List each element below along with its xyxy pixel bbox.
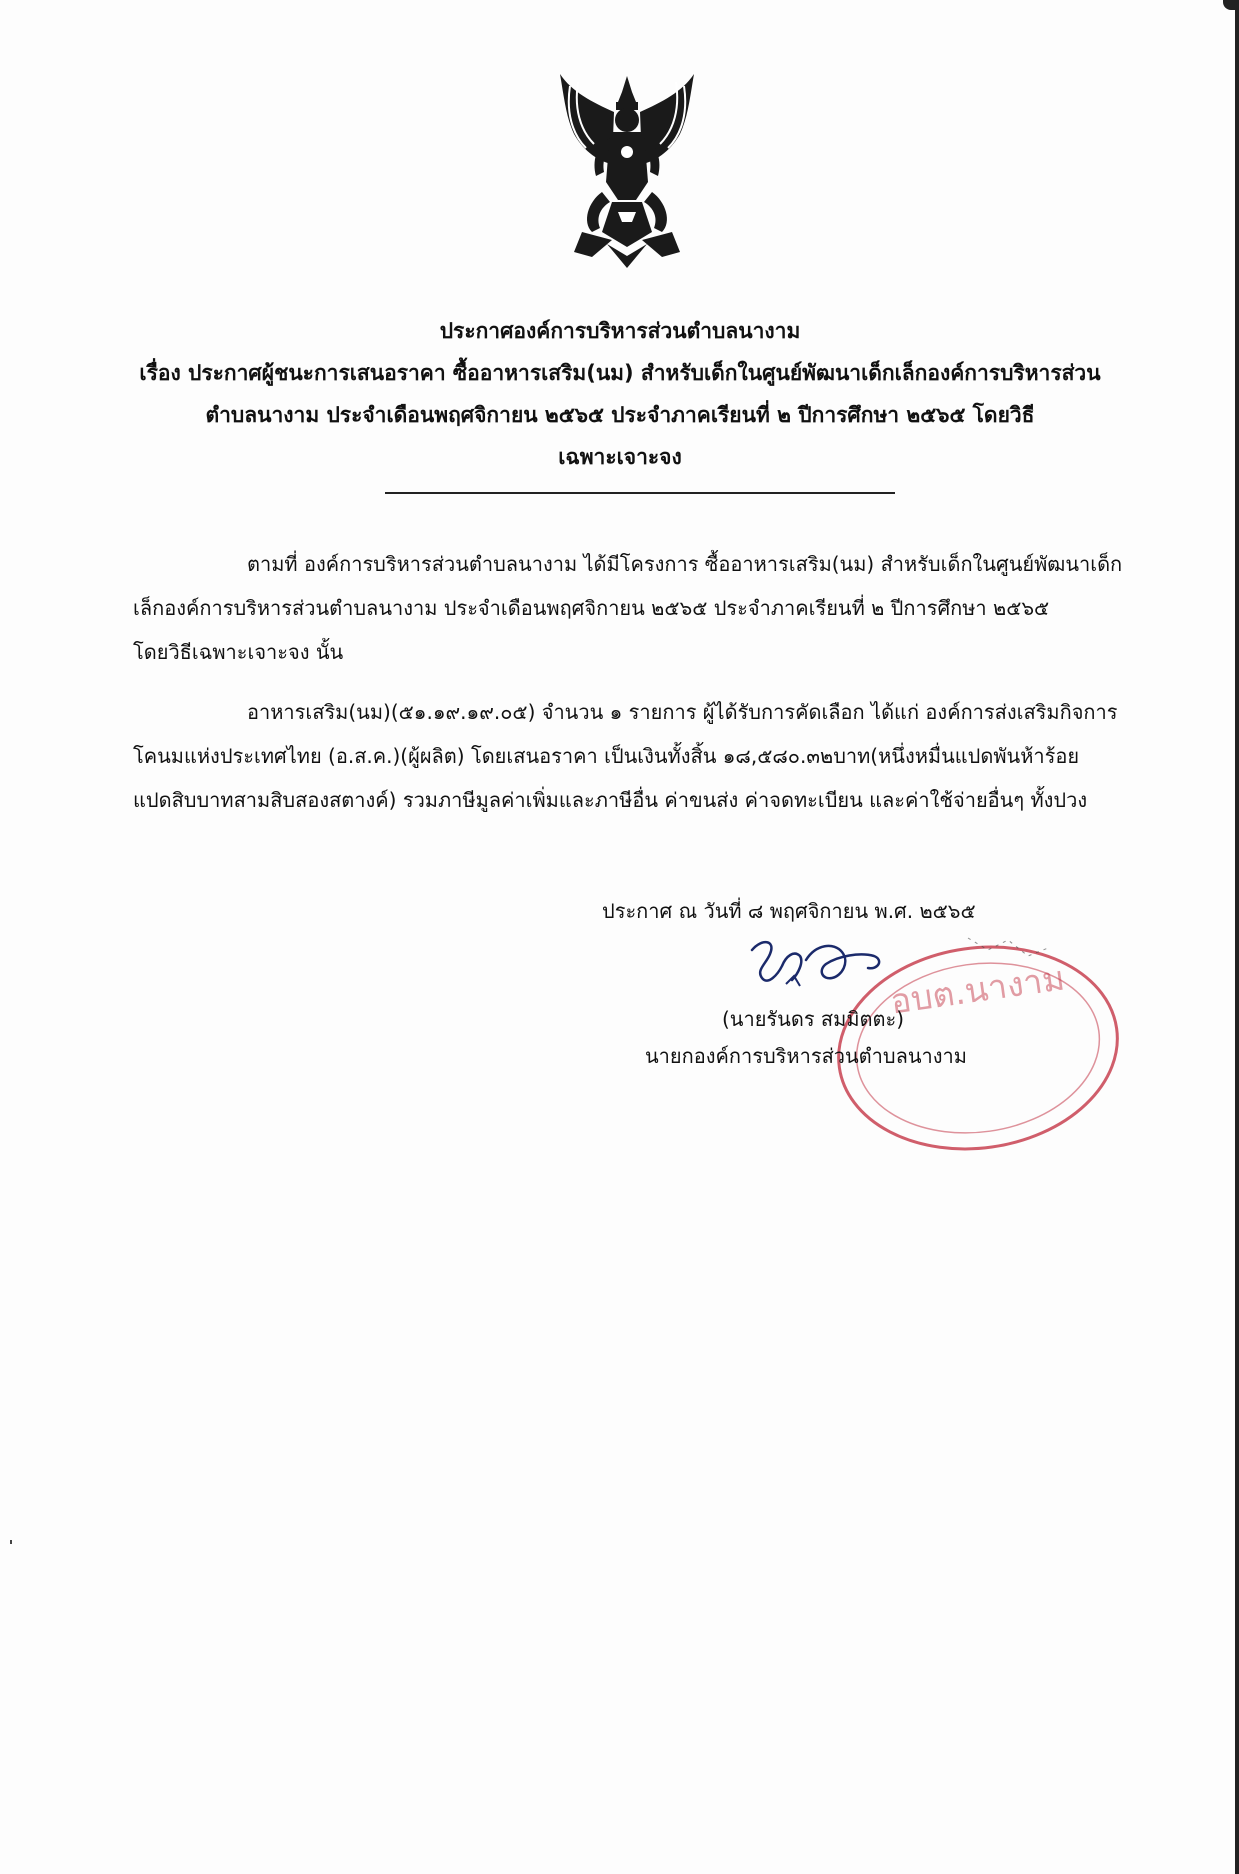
paragraph-2-line-3: แปดสิบบาทสามสิบสองสตางค์) รวมภาษีมูลค่าเพิ่มและภาษีอื่น ค่าขนส่ง ค่าจดทะเบียน และค่าใช้จ่ายอื่นๆ ทั้งปวง: [133, 788, 1088, 812]
signatory-name: (นายรันดร สมมิตตะ): [722, 1007, 905, 1031]
subject-line-3: เฉพาะเจาะจง: [558, 445, 682, 469]
paragraph-1-line-3: โดยวิธีเฉพาะเจาะจง นั้น: [133, 640, 344, 664]
subject-line-2: ตำบลนางาม ประจำเดือนพฤศจิกายน ๒๕๖๕ ประจำภาคเรียนที่ ๒ ปีการศึกษา ๒๕๖๕ โดยวิธี: [205, 403, 1035, 427]
scan-edge: [1235, 0, 1239, 1874]
announcement-date: ประกาศ ณ วันที่ ๘ พฤศจิกายน พ.ศ. ๒๕๖๕: [602, 899, 976, 923]
svg-text:อบต.นางาม: อบต.นางาม: [888, 958, 1068, 1023]
paragraph-1-line-1: ตามที่ องค์การบริหารส่วนตำบลนางาม ได้มีโครงการ ซื้ออาหารเสริม(นม) สำหรับเด็กในศูนย์พัฒนาเด็ก: [247, 552, 1123, 576]
signatory-position: นายกองค์การบริหารส่วนตำบลนางาม: [645, 1044, 967, 1068]
garuda-emblem: [552, 72, 702, 272]
scan-speck: [10, 1540, 12, 1544]
title-divider: [385, 492, 895, 494]
announcement-title: ประกาศองค์การบริหารส่วนตำบลนางาม: [439, 319, 801, 343]
paragraph-2-line-2: โคนมแห่งประเทศไทย (อ.ส.ค.)(ผู้ผลิต) โดยเสนอราคา เป็นเงินทั้งสิ้น ๑๘,๕๘๐.๓๒บาท(หนึ่งหมื่นแปดพันห้าร้อย: [133, 744, 1080, 768]
handwritten-signature: [742, 930, 902, 1002]
paragraph-1-line-2: เล็กองค์การบริหารส่วนตำบลนางาม ประจำเดือนพฤศจิกายน ๒๕๖๕ ประจำภาคเรียนที่ ๒ ปีการศึกษา ๒๕๖๕: [133, 596, 1050, 620]
subject-line-1: เรื่อง ประกาศผู้ชนะการเสนอราคา ซื้ออาหารเสริม(นม) สำหรับเด็กในศูนย์พัฒนาเด็กเล็กองค์การบริหารส่วน: [139, 361, 1101, 385]
scan-corner-mark: [1223, 0, 1239, 10]
paragraph-2-line-1: อาหารเสริม(นม)(๕๑.๑๙.๑๙.๐๕) จำนวน ๑ รายการ ผู้ได้รับการคัดเลือก ได้แก่ องค์การส่งเสริมกิจการ: [247, 700, 1118, 724]
